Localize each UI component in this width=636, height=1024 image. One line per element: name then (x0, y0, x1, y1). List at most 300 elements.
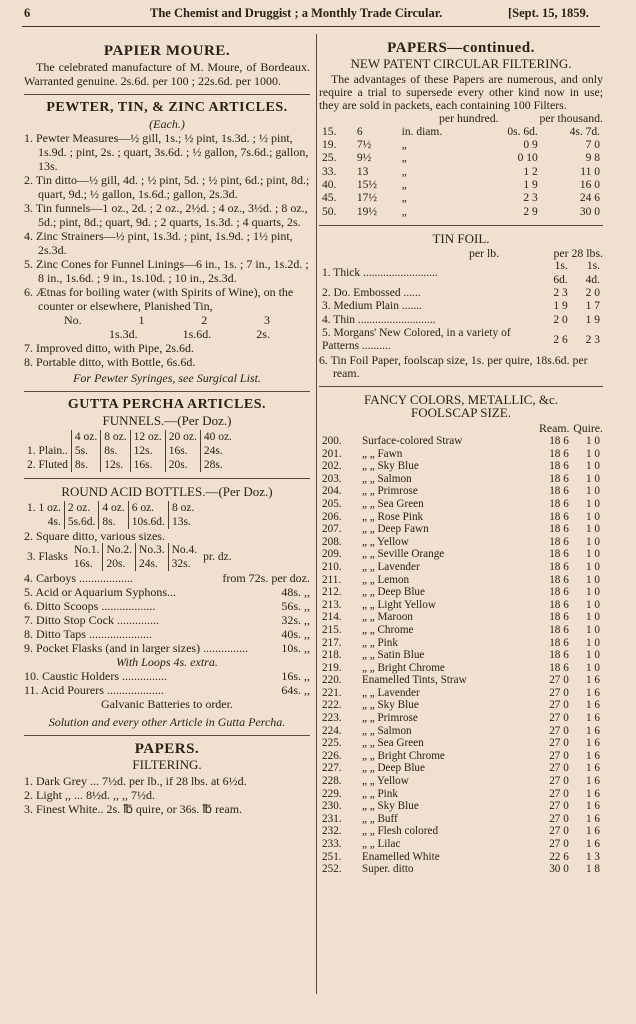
table-cell: „ „ Yellow (361, 775, 409, 788)
item-price: from 72s. per doz. (222, 571, 310, 585)
table-cell: „ „ Sky Blue (361, 699, 419, 712)
item-price: 56s. ,, (281, 599, 310, 613)
table-cell: 8 oz. (101, 430, 130, 444)
table-cell: „ (401, 139, 407, 152)
table-cell: „ „ Seville Orange (361, 548, 445, 561)
table-cell: 24 6 (579, 192, 600, 205)
table-cell: 204. (322, 485, 342, 498)
table-row (319, 637, 603, 650)
table-cell: 27 0 (549, 699, 569, 712)
table-cell: 28s. (200, 458, 235, 472)
table-cell: 9½ (356, 152, 372, 165)
table-cell: No.4. (168, 543, 200, 557)
table-cell: 18 6 (549, 497, 569, 510)
table-row (319, 523, 603, 536)
table-cell: 2 3 (585, 333, 600, 346)
table-cell: 1 0 (586, 510, 600, 523)
table-cell: 221. (322, 686, 342, 699)
table-cell: „ „ Deep Blue (361, 586, 425, 599)
table-cell: 18 6 (549, 460, 569, 473)
table-cell: 19. (322, 139, 337, 152)
table-cell: 18 6 (549, 560, 569, 573)
item-name: 5. Acid or Aquarium Syphons... (24, 585, 176, 599)
table-cell: 27 0 (549, 762, 569, 775)
papier-title: PAPIER MOURE. (103, 43, 231, 59)
table-cell: „ „ Yellow (361, 535, 409, 548)
table-row (319, 166, 603, 179)
table-cell: 232. (322, 825, 342, 838)
table-cell: 210. (322, 560, 342, 573)
table-cell: 27 0 (549, 787, 569, 800)
table-cell: „ „ Lemon (361, 573, 410, 586)
table-cell: 1 6 (586, 686, 600, 699)
table-cell: 18 6 (549, 548, 569, 561)
table-cell: „ „ Lavender (361, 560, 420, 573)
table-row (24, 444, 235, 458)
bottles-heading: ROUND ACID BOTTLES.—(Per Doz.) (61, 484, 273, 499)
table-cell: 1. Plain.. (27, 445, 68, 457)
flasks-table (24, 543, 235, 571)
table-cell: 27 0 (549, 775, 569, 788)
circular-heading: NEW PATENT CIRCULAR FILTERING. (350, 56, 572, 72)
table-cell: „ „ Salmon (361, 472, 412, 485)
table-row (319, 152, 603, 165)
table-cell: 1 6 (586, 775, 600, 788)
table-cell: 207. (322, 523, 342, 536)
table-cell: „ „ Salmon (361, 724, 412, 737)
header-rule (22, 26, 600, 27)
table-row (319, 838, 603, 851)
right-column (319, 40, 603, 876)
table-row (319, 448, 603, 461)
item-name: 9. Pocket Flasks (and in larger sizes) ............... (24, 641, 249, 655)
table-cell: 27 0 (549, 800, 569, 813)
table-cell: 18 6 (549, 611, 569, 624)
table-cell: 1 2 (523, 165, 538, 178)
aetna-no: No. (64, 313, 82, 327)
table-cell: 27 0 (549, 674, 569, 687)
list-item (24, 599, 310, 613)
item-price: 16s. ,, (281, 669, 310, 683)
table-cell: 17½ (356, 192, 378, 205)
divider (24, 478, 310, 479)
table-row (319, 126, 603, 139)
table-cell: 15½ (356, 178, 378, 191)
table-row (319, 611, 603, 624)
table-cell: 223. (322, 712, 342, 725)
page-header (0, 6, 636, 24)
table-cell: 32s. (168, 557, 200, 571)
column-header: per thousand. (539, 111, 603, 126)
table-row (319, 649, 603, 662)
table-cell: 8s. (99, 515, 128, 529)
table-cell: 230. (322, 800, 342, 813)
column-divider (316, 34, 317, 994)
column-header: Quire. (573, 420, 603, 435)
table-cell: 18 6 (549, 535, 569, 548)
table-cell: 16s. (73, 558, 93, 570)
page-number: 6 (24, 6, 31, 20)
table-cell: No.2. (103, 543, 136, 557)
table-row (24, 430, 235, 444)
table-row (319, 599, 603, 612)
pewter-note: For Pewter Syringes, see Surgical List. (73, 371, 261, 385)
table-cell: 6 oz. (128, 501, 168, 515)
table-cell: 2 0 (585, 287, 600, 300)
table-cell: 227. (322, 762, 342, 775)
table-cell: Enamelled White (361, 850, 440, 863)
table-cell: 233. (322, 838, 342, 851)
table-row (319, 662, 603, 675)
circular-intro: The advantages of these Papers are numerous, and only require a trial to supersede every other kind now in use; they are sold in packets, each containing 100 Filters. (319, 71, 603, 113)
table-cell: 1 8 (586, 863, 600, 876)
table-cell: 8 oz. (168, 501, 197, 515)
table-cell: 1 0 (586, 611, 600, 624)
aetna-price: 1s.6d. (182, 327, 212, 341)
item-price: 64s. ,, (281, 683, 310, 697)
table-cell: 1 6 (586, 787, 600, 800)
item-price: 40s. ,, (281, 627, 310, 641)
table-cell: 1 9 (553, 300, 568, 313)
table-row (319, 314, 603, 327)
table-cell: 27 0 (549, 686, 569, 699)
table-cell: 1 6 (586, 712, 600, 725)
divider (24, 735, 310, 736)
table-cell: 27 0 (549, 749, 569, 762)
galvanic-note: Galvanic Batteries to order. (101, 697, 233, 711)
table-cell: „ „ Sky Blue (361, 460, 419, 473)
table-cell: 252. (322, 863, 342, 876)
table-row (319, 287, 603, 300)
table-cell: pr. dz. (203, 551, 232, 563)
table-cell: „ (401, 178, 407, 191)
table-cell: in. diam. (401, 125, 443, 138)
pewter-item: 5. Zinc Cones for Funnel Linings—6 in., 1s. ; 7 in., 1s.2d. ; 8 in., 1s.6d. ; 9 in., 1s.10d. ; 10 in., 2s.3d. (24, 257, 309, 285)
divider (24, 391, 310, 392)
table-cell: 27 0 (549, 838, 569, 851)
table-cell: „ „ Chrome (361, 623, 414, 636)
table-cell: „ „ Fawn (361, 447, 403, 460)
item-name: 10. Caustic Holders ............... (24, 669, 167, 683)
issue-date: [Sept. 15, 1859. (508, 6, 589, 20)
table-row (319, 460, 603, 473)
papier-text: The celebrated manufacture of M. Moure, of Bordeaux. Warranted genuine. 2s.6d. per 100 ; 22s.6d. per 1000. (24, 60, 310, 88)
table-cell: 229. (322, 787, 342, 800)
table-cell: 10s.6d. (128, 515, 168, 529)
item-name: 4. Carboys .................. (24, 571, 133, 585)
fancy-table (319, 435, 603, 876)
table-row (319, 687, 603, 700)
table-cell: 18 6 (549, 523, 569, 536)
table-cell: 1 0 (586, 598, 600, 611)
table-cell: „ „ Pink (361, 787, 398, 800)
table-cell: 18 6 (549, 510, 569, 523)
table-cell: 12s. (130, 444, 165, 458)
divider (24, 94, 310, 95)
pewter-item: 3. Tin funnels—1 oz., 2d. ; 2 oz., 2½d. ; 4 oz., 3½d. ; 8 oz., 5d.; pint, 8d.; quart, 9d. ; 2 quarts, 1s.3d. ; 4 quarts, 2s. (24, 201, 308, 229)
foil-table (319, 260, 603, 353)
table-cell: 27 0 (549, 712, 569, 725)
table-cell: 1 0 (586, 523, 600, 536)
paper-item: 2. Light ,, ... 8½d. ,, ,, 7½d. (24, 788, 155, 802)
table-cell: 2 3 (553, 287, 568, 300)
table-cell: „ „ Flesh colored (361, 825, 439, 838)
item-price: 10s. ,, (281, 641, 310, 655)
bottles-table (24, 501, 197, 529)
table-cell: 201. (322, 447, 342, 460)
table-cell: No.3. (136, 543, 169, 557)
table-cell: „ „ Lavender (361, 686, 420, 699)
table-cell: 8s. (101, 444, 130, 458)
aetna-numbers (24, 313, 310, 327)
table-cell: 16 0 (579, 178, 600, 191)
fancy-heads (319, 422, 603, 435)
table-row (24, 543, 235, 557)
table-row (319, 762, 603, 775)
table-row (319, 473, 603, 486)
table-cell: No.1. (73, 544, 100, 556)
table-cell: 27 0 (549, 724, 569, 737)
table-cell: 228. (322, 775, 342, 788)
table-row (319, 498, 603, 511)
item-name: 8. Ditto Taps ..................... (24, 627, 152, 641)
table-cell: 1 6 (586, 737, 600, 750)
table-cell: 13s. (168, 515, 197, 529)
table-cell: „ „ Light Yellow (361, 598, 436, 611)
table-cell: 7 0 (585, 139, 600, 152)
column-header: per 28 lbs. (553, 246, 603, 261)
table-cell: 1. Thick .......................... (322, 267, 438, 280)
table-cell: 1 0 (586, 472, 600, 485)
table-row (319, 485, 603, 498)
item-name: 11. Acid Pourers ................... (24, 683, 164, 697)
list-item (24, 627, 310, 641)
foil-title: TIN FOIL. (432, 230, 490, 246)
table-cell: 5. Morgans' New Colored, in a variety of Patterns .......... (322, 326, 511, 353)
papers-continued-title: PAPERS—continued. (387, 40, 535, 56)
table-cell: 1 0 (586, 573, 600, 586)
table-cell: „ (401, 152, 407, 165)
circular-table (319, 126, 603, 219)
table-cell: 30 0 (549, 863, 569, 876)
table-cell: 20s. (165, 458, 200, 472)
column-header: Ream. (539, 420, 570, 435)
table-cell: „ „ Primrose (361, 712, 418, 725)
divider (319, 386, 603, 387)
table-cell: 4. Thin ........................... (322, 313, 436, 326)
table-row (319, 800, 603, 813)
table-cell: 1 0 (586, 435, 600, 448)
table-cell: 1 0 (586, 535, 600, 548)
table-row (319, 624, 603, 637)
table-cell: Enamelled Tints, Straw (361, 674, 467, 687)
column-header: per hundred. (439, 111, 499, 126)
table-cell: 7½ (356, 139, 372, 152)
table-row (319, 825, 603, 838)
table-cell: 222. (322, 699, 342, 712)
table-cell: 16s. (130, 458, 165, 472)
table-cell: 206. (322, 510, 342, 523)
table-cell: 214. (322, 611, 342, 624)
table-cell: „ „ Sea Green (361, 737, 424, 750)
item-price: 48s. ,, (281, 585, 310, 599)
table-cell: 1 0 (586, 586, 600, 599)
left-column (24, 40, 310, 816)
list-item (24, 683, 310, 697)
table-cell: 18 6 (549, 649, 569, 662)
table-row (319, 511, 603, 524)
table-cell: 1s. 4d. (585, 260, 600, 286)
papers-title: PAPERS. (134, 741, 200, 757)
list-item (24, 641, 310, 655)
table-cell: 13 (356, 165, 369, 178)
pewter-item: 1. Pewter Measures—½ gill, 1s.; ½ pint, 1s.3d. ; ½ pint, 1s.9d. ; pint, 2s. ; quart, 3s.6d. ; ½ gallon, 7s.6d.; gallon, 13s. (24, 131, 309, 173)
table-cell: „ „ Rose Pink (361, 510, 424, 523)
paper-item: 3. Finest White.. 2s. ℔ quire, or 36s. ℔ ream. (24, 802, 243, 816)
table-row (319, 712, 603, 725)
table-row (319, 851, 603, 864)
filtering-heading: FILTERING. (132, 757, 202, 772)
table-row (319, 536, 603, 549)
gutta-note: Solution and every other Article in Gutta Percha. (48, 715, 286, 729)
table-cell: 24s. (136, 557, 169, 571)
table-row (319, 586, 603, 599)
table-row (319, 750, 603, 763)
funnels-table (24, 430, 235, 472)
table-row (319, 300, 603, 313)
table-cell: 1 6 (586, 699, 600, 712)
table-cell: 1 0 (586, 485, 600, 498)
table-cell: 40 oz. (200, 430, 235, 444)
item-name: 7. Ditto Stop Cock .............. (24, 613, 160, 627)
table-cell: „ „ Buff (361, 812, 398, 825)
table-cell: 209. (322, 548, 342, 561)
loops-note: With Loops 4s. extra. (116, 655, 218, 669)
table-cell: 218. (322, 649, 342, 662)
table-row (319, 813, 603, 826)
square-item: 2. Square ditto, various sizes. (24, 529, 165, 543)
table-cell: 18 6 (549, 472, 569, 485)
table-cell: 1 0 (586, 636, 600, 649)
table-cell: 0s. 6d. (507, 125, 538, 138)
table-row (319, 574, 603, 587)
table-row (319, 788, 603, 801)
table-row (319, 725, 603, 738)
gutta-title: GUTTA PERCHA ARTICLES. (67, 397, 267, 412)
paper-item: 1. Dark Grey ... 7½d. per lb., if 28 lbs. at 6½d. (24, 774, 247, 788)
table-cell: Surface-colored Straw (361, 435, 463, 448)
table-row (319, 737, 603, 750)
table-cell: 4s. (47, 516, 61, 528)
pewter-item: 6. Ætnas for boiling water (with Spirits of Wine), on the counter or elsewhere, Planished Tin, (24, 285, 294, 313)
funnels-heading: FUNNELS.—(Per Doz.) (102, 413, 232, 428)
table-cell: „ „ Deep Fawn (361, 523, 429, 536)
aetna-no: 2 (201, 313, 208, 327)
aetna-no: 1 (138, 313, 145, 327)
table-cell: „ (401, 192, 407, 205)
table-row (319, 548, 603, 561)
table-cell: 20 oz. (165, 430, 200, 444)
table-row (319, 674, 603, 687)
table-cell: „ „ Pink (361, 636, 398, 649)
table-row (319, 435, 603, 448)
table-cell: 1 6 (586, 838, 600, 851)
table-cell: 212. (322, 586, 342, 599)
table-cell: 1 0 (586, 623, 600, 636)
table-cell: 12 oz. (130, 430, 165, 444)
table-cell: 1 9 (523, 178, 538, 191)
table-cell: 1 0 (586, 661, 600, 674)
table-cell: 1 6 (586, 800, 600, 813)
table-row (319, 260, 603, 287)
table-cell: „ „ Maroon (361, 611, 413, 624)
table-row (319, 139, 603, 152)
pewter-item: 2. Tin ditto—½ gill, 4d. ; ½ pint, 5d. ; ½ pint, 6d.; pint, 8d.; quart, 9d.; ½ gallon, 1s.6d.; gallon, 2s.3d. (24, 173, 310, 201)
pewter-sub: (Each.) (149, 117, 185, 131)
table-cell: 30 0 (579, 205, 600, 218)
table-cell: 205. (322, 497, 342, 510)
aetna-price: 2s. (256, 327, 270, 341)
table-cell: 27 0 (549, 825, 569, 838)
table-cell: 1 6 (586, 812, 600, 825)
table-cell: 50. (322, 205, 337, 218)
table-cell: 211. (322, 573, 342, 586)
table-row (319, 192, 603, 205)
table-cell: 2 6 (553, 333, 568, 346)
table-row (319, 775, 603, 788)
table-cell: 2 9 (523, 205, 538, 218)
table-cell: „ „ Bright Chrome (361, 661, 445, 674)
list-item (24, 613, 310, 627)
table-cell: „ (401, 205, 407, 218)
table-cell: 215. (322, 623, 342, 636)
table-cell: 6 (356, 125, 363, 138)
aetna-no: 3 (263, 313, 270, 327)
table-cell: 217. (322, 636, 342, 649)
circular-heads (319, 112, 603, 125)
table-cell: 3. Flasks (27, 551, 68, 563)
table-cell: 202. (322, 460, 342, 473)
table-cell: 0 10 (517, 152, 538, 165)
table-cell: 1 0 (586, 460, 600, 473)
table-cell: „ „ Deep Blue (361, 762, 425, 775)
list-item (24, 585, 310, 599)
table-cell: 1. 1 oz. (27, 502, 61, 514)
list-item (24, 669, 310, 683)
table-cell: 2. Do. Embossed ...... (322, 287, 421, 300)
table-cell: 2. Fluted (27, 459, 68, 471)
table-cell: 18 6 (549, 435, 569, 448)
table-row (24, 501, 197, 515)
table-cell: 8s. (71, 458, 100, 472)
table-cell: 4 oz. (99, 501, 128, 515)
table-cell: 2 0 (553, 313, 568, 326)
item-price: 32s. ,, (281, 613, 310, 627)
table-cell: 4 oz. (71, 430, 100, 444)
table-cell: 18 6 (549, 573, 569, 586)
item-name: 6. Ditto Scoops .................. (24, 599, 156, 613)
table-cell (24, 430, 71, 444)
table-cell: 18 6 (549, 623, 569, 636)
table-cell: 1 3 (586, 850, 600, 863)
table-cell: 27 0 (549, 737, 569, 750)
table-cell: 2 3 (523, 192, 538, 205)
table-row (24, 515, 197, 529)
journal-title: The Chemist and Druggist ; a Monthly Trade Circular. (150, 6, 443, 20)
pewter-item: 7. Improved ditto, with Pipe, 2s.6d. (24, 341, 194, 355)
table-cell: 1 0 (586, 447, 600, 460)
table-cell: 18 6 (549, 586, 569, 599)
